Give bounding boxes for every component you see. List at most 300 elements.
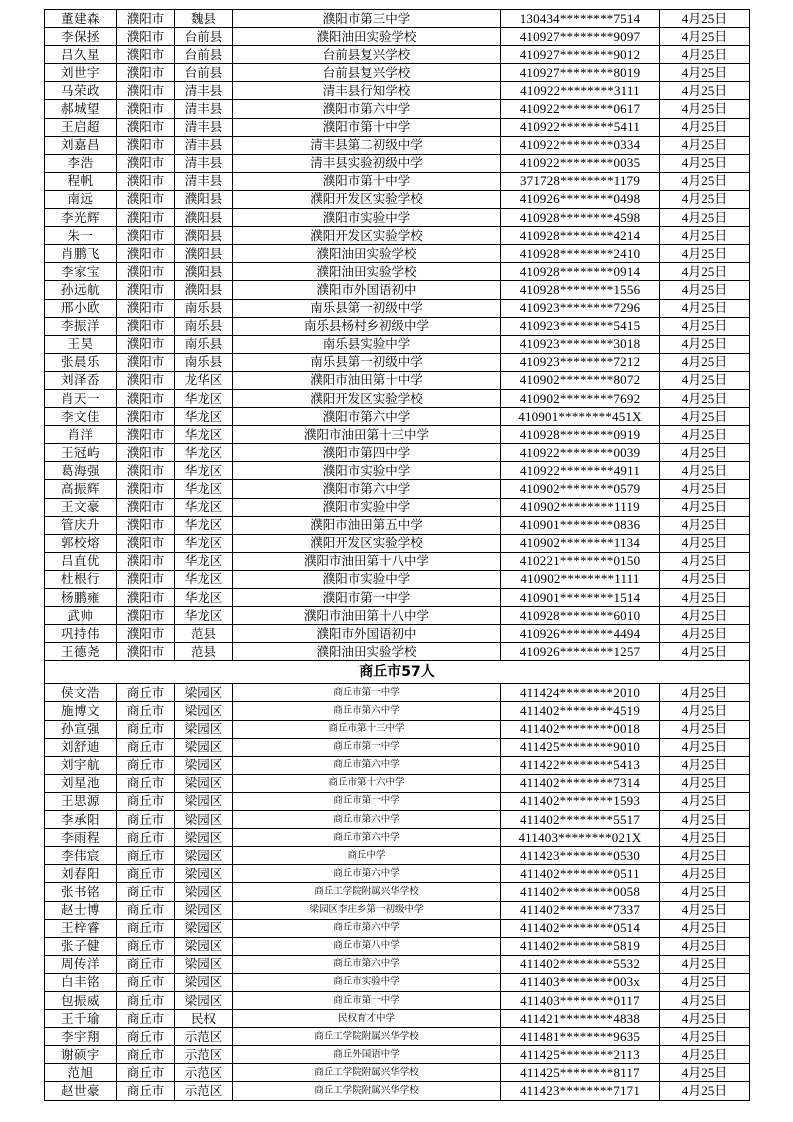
- student-name-cell: 孙宣强: [45, 720, 117, 738]
- id-number-cell: 410901********0836: [501, 516, 660, 534]
- city-cell: 濮阳市: [117, 209, 175, 227]
- student-name-cell: 刘星池: [45, 774, 117, 792]
- city-cell: 商丘市: [117, 684, 175, 702]
- date-cell: 4月25日: [660, 1082, 750, 1100]
- county-cell: 龙华区: [175, 371, 233, 389]
- school-cell: 南乐县实验中学: [233, 335, 501, 353]
- county-cell: 南乐县: [175, 353, 233, 371]
- id-number-cell: 411425********2113: [501, 1046, 660, 1064]
- county-cell: 濮阳县: [175, 209, 233, 227]
- city-cell: 濮阳市: [117, 353, 175, 371]
- table-row: [45, 263, 750, 281]
- id-number-cell: 411402********4519: [501, 702, 660, 720]
- city-cell: 商丘市: [117, 973, 175, 991]
- table-row: [45, 625, 750, 643]
- county-cell: 华龙区: [175, 480, 233, 498]
- id-number-cell: 410922********3111: [501, 82, 660, 100]
- city-cell: 濮阳市: [117, 516, 175, 534]
- table-row: [45, 756, 750, 774]
- county-cell: 华龙区: [175, 426, 233, 444]
- county-cell: 濮阳县: [175, 190, 233, 208]
- county-cell: 清丰县: [175, 172, 233, 190]
- table-row: [45, 607, 750, 625]
- date-cell: 4月25日: [660, 883, 750, 901]
- school-cell: 商丘市第六中学: [233, 919, 501, 937]
- county-cell: 示范区: [175, 1028, 233, 1046]
- student-name-cell: 刘舒迪: [45, 738, 117, 756]
- county-cell: 梁园区: [175, 937, 233, 955]
- student-name-cell: 葛海强: [45, 462, 117, 480]
- city-cell: 商丘市: [117, 865, 175, 883]
- school-cell: 濮阳油田实验学校: [233, 643, 501, 661]
- student-name-cell: 孙远航: [45, 281, 117, 299]
- county-cell: 清丰县: [175, 100, 233, 118]
- student-name-cell: 武帅: [45, 607, 117, 625]
- school-cell: 商丘市第一中学: [233, 738, 501, 756]
- school-cell: 清丰县行知学校: [233, 82, 501, 100]
- date-cell: 4月25日: [660, 100, 750, 118]
- school-cell: 濮阳市第十中学: [233, 172, 501, 190]
- county-cell: 华龙区: [175, 570, 233, 588]
- id-number-cell: 411421********4838: [501, 1010, 660, 1028]
- id-number-cell: 410928********0919: [501, 426, 660, 444]
- school-cell: 濮阳市油田第十三中学: [233, 426, 501, 444]
- table-row: [45, 100, 750, 118]
- county-cell: 清丰县: [175, 118, 233, 136]
- table-row: [45, 973, 750, 991]
- student-name-cell: 谢硕宇: [45, 1046, 117, 1064]
- student-name-cell: 刘泽岙: [45, 371, 117, 389]
- school-cell: 商丘市第六中学: [233, 865, 501, 883]
- id-number-cell: 410922********0039: [501, 444, 660, 462]
- school-cell: 濮阳市第六中学: [233, 100, 501, 118]
- date-cell: 4月25日: [660, 82, 750, 100]
- table-row: [45, 1064, 750, 1082]
- student-name-cell: 白丰铭: [45, 973, 117, 991]
- id-number-cell: 410928********6010: [501, 607, 660, 625]
- student-name-cell: 张子健: [45, 937, 117, 955]
- county-cell: 梁园区: [175, 901, 233, 919]
- id-number-cell: 130434********7514: [501, 10, 660, 28]
- date-cell: 4月25日: [660, 480, 750, 498]
- county-cell: 梁园区: [175, 738, 233, 756]
- table-row: [45, 154, 750, 172]
- school-cell: 商丘市第六中学: [233, 811, 501, 829]
- city-cell: 濮阳市: [117, 82, 175, 100]
- school-cell: 商丘工学院附属兴华学校: [233, 1028, 501, 1046]
- student-name-cell: 李振洋: [45, 317, 117, 335]
- school-cell: 濮阳市油田第五中学: [233, 516, 501, 534]
- date-cell: 4月25日: [660, 64, 750, 82]
- city-cell: 商丘市: [117, 756, 175, 774]
- id-number-cell: 411423********0530: [501, 847, 660, 865]
- school-cell: 台前县复兴学校: [233, 64, 501, 82]
- table-row: [45, 720, 750, 738]
- date-cell: 4月25日: [660, 847, 750, 865]
- school-cell: 濮阳市第三中学: [233, 10, 501, 28]
- city-cell: 濮阳市: [117, 299, 175, 317]
- table-row: [45, 792, 750, 810]
- school-cell: 濮阳市第六中学: [233, 480, 501, 498]
- school-cell: 南乐县第一初级中学: [233, 353, 501, 371]
- date-cell: 4月25日: [660, 901, 750, 919]
- student-name-cell: 马荣政: [45, 82, 117, 100]
- table-row: [45, 937, 750, 955]
- city-cell: 商丘市: [117, 1028, 175, 1046]
- school-cell: 濮阳油田实验学校: [233, 263, 501, 281]
- date-cell: 4月25日: [660, 756, 750, 774]
- city-cell: 商丘市: [117, 847, 175, 865]
- county-cell: 清丰县: [175, 136, 233, 154]
- city-cell: 濮阳市: [117, 625, 175, 643]
- id-number-cell: 411402********0514: [501, 919, 660, 937]
- id-number-cell: 411422********5413: [501, 756, 660, 774]
- id-number-cell: 371728********1179: [501, 172, 660, 190]
- city-cell: 商丘市: [117, 955, 175, 973]
- date-cell: 4月25日: [660, 462, 750, 480]
- table-row: [45, 883, 750, 901]
- date-cell: 4月25日: [660, 1010, 750, 1028]
- school-cell: 濮阳市外国语初中: [233, 281, 501, 299]
- table-row: [45, 245, 750, 263]
- school-cell: 商丘市第十六中学: [233, 774, 501, 792]
- county-cell: 华龙区: [175, 516, 233, 534]
- id-number-cell: 410922********0617: [501, 100, 660, 118]
- date-cell: 4月25日: [660, 353, 750, 371]
- school-cell: 濮阳市第六中学: [233, 408, 501, 426]
- city-cell: 濮阳市: [117, 100, 175, 118]
- city-cell: 商丘市: [117, 1082, 175, 1100]
- date-cell: 4月25日: [660, 335, 750, 353]
- county-cell: 梁园区: [175, 991, 233, 1009]
- table-row: [45, 738, 750, 756]
- student-name-cell: 王文豪: [45, 498, 117, 516]
- student-name-cell: 张晨乐: [45, 353, 117, 371]
- id-number-cell: 410902********0579: [501, 480, 660, 498]
- table-row: [45, 172, 750, 190]
- city-cell: 濮阳市: [117, 426, 175, 444]
- city-cell: 商丘市: [117, 901, 175, 919]
- table-row: [45, 335, 750, 353]
- table-row: [45, 1082, 750, 1100]
- school-cell: 清丰县第二初级中学: [233, 136, 501, 154]
- school-cell: 商丘市第六中学: [233, 829, 501, 847]
- city-cell: 濮阳市: [117, 607, 175, 625]
- student-name-cell: 高振辉: [45, 480, 117, 498]
- county-cell: 范县: [175, 625, 233, 643]
- city-cell: 濮阳市: [117, 154, 175, 172]
- table-row: [45, 901, 750, 919]
- county-cell: 南乐县: [175, 299, 233, 317]
- city-cell: 商丘市: [117, 883, 175, 901]
- city-cell: 濮阳市: [117, 281, 175, 299]
- city-cell: 濮阳市: [117, 643, 175, 661]
- school-cell: 濮阳开发区实验学校: [233, 190, 501, 208]
- id-number-cell: 410923********3018: [501, 335, 660, 353]
- student-name-cell: 侯文浩: [45, 684, 117, 702]
- school-cell: 濮阳市第四中学: [233, 444, 501, 462]
- county-cell: 台前县: [175, 28, 233, 46]
- county-cell: 濮阳县: [175, 263, 233, 281]
- city-cell: 商丘市: [117, 919, 175, 937]
- county-cell: 示范区: [175, 1082, 233, 1100]
- table-row: [45, 955, 750, 973]
- city-cell: 濮阳市: [117, 462, 175, 480]
- school-cell: 商丘工学院附属兴华学校: [233, 1064, 501, 1082]
- school-cell: 商丘工学院附属兴华学校: [233, 883, 501, 901]
- school-cell: 濮阳市外国语初中: [233, 625, 501, 643]
- date-cell: 4月25日: [660, 263, 750, 281]
- city-cell: 商丘市: [117, 937, 175, 955]
- date-cell: 4月25日: [660, 227, 750, 245]
- county-cell: 华龙区: [175, 408, 233, 426]
- id-number-cell: 410923********7212: [501, 353, 660, 371]
- county-cell: 梁园区: [175, 919, 233, 937]
- school-cell: 濮阳市实验中学: [233, 462, 501, 480]
- county-cell: 华龙区: [175, 552, 233, 570]
- table-row: [45, 516, 750, 534]
- county-cell: 清丰县: [175, 82, 233, 100]
- school-cell: 濮阳市油田第十八中学: [233, 552, 501, 570]
- id-number-cell: 411402********7314: [501, 774, 660, 792]
- date-cell: 4月25日: [660, 317, 750, 335]
- school-cell: 南乐县第一初级中学: [233, 299, 501, 317]
- city-cell: 濮阳市: [117, 389, 175, 407]
- table-row: [45, 209, 750, 227]
- table-row: [45, 10, 750, 28]
- roster-table: [44, 9, 750, 1101]
- id-number-cell: 411423********7171: [501, 1082, 660, 1100]
- student-name-cell: 李承阳: [45, 811, 117, 829]
- student-name-cell: 邢小欧: [45, 299, 117, 317]
- school-cell: 南乐县杨村乡初级中学: [233, 317, 501, 335]
- student-name-cell: 张书铭: [45, 883, 117, 901]
- school-cell: 濮阳市实验中学: [233, 209, 501, 227]
- table-row: [45, 118, 750, 136]
- county-cell: 华龙区: [175, 607, 233, 625]
- date-cell: 4月25日: [660, 991, 750, 1009]
- city-cell: 商丘市: [117, 738, 175, 756]
- county-cell: 梁园区: [175, 973, 233, 991]
- county-cell: 示范区: [175, 1064, 233, 1082]
- table-row: [45, 281, 750, 299]
- city-cell: 商丘市: [117, 774, 175, 792]
- table-row: [45, 190, 750, 208]
- student-name-cell: 董建森: [45, 10, 117, 28]
- id-number-cell: 410902********8072: [501, 371, 660, 389]
- school-cell: 台前县复兴学校: [233, 46, 501, 64]
- city-cell: 濮阳市: [117, 118, 175, 136]
- county-cell: 梁园区: [175, 684, 233, 702]
- table-row: [45, 136, 750, 154]
- student-name-cell: 李保拯: [45, 28, 117, 46]
- date-cell: 4月25日: [660, 245, 750, 263]
- student-name-cell: 王思源: [45, 792, 117, 810]
- student-name-cell: 肖洋: [45, 426, 117, 444]
- city-cell: 商丘市: [117, 702, 175, 720]
- date-cell: 4月25日: [660, 534, 750, 552]
- table-row: [45, 371, 750, 389]
- table-row: [45, 498, 750, 516]
- table-row: [45, 552, 750, 570]
- city-cell: 商丘市: [117, 829, 175, 847]
- city-cell: 濮阳市: [117, 64, 175, 82]
- county-cell: 梁园区: [175, 955, 233, 973]
- county-cell: 梁园区: [175, 792, 233, 810]
- id-number-cell: 411425********9010: [501, 738, 660, 756]
- table-row: [45, 684, 750, 702]
- city-cell: 濮阳市: [117, 498, 175, 516]
- table-row: [45, 28, 750, 46]
- school-cell: 濮阳油田实验学校: [233, 28, 501, 46]
- school-cell: 商丘中学: [233, 847, 501, 865]
- date-cell: 4月25日: [660, 738, 750, 756]
- date-cell: 4月25日: [660, 774, 750, 792]
- date-cell: 4月25日: [660, 625, 750, 643]
- county-cell: 南乐县: [175, 335, 233, 353]
- school-cell: 濮阳市实验中学: [233, 498, 501, 516]
- student-name-cell: 包振威: [45, 991, 117, 1009]
- student-name-cell: 王启超: [45, 118, 117, 136]
- school-cell: 濮阳市第十中学: [233, 118, 501, 136]
- id-number-cell: 410902********1134: [501, 534, 660, 552]
- county-cell: 清丰县: [175, 154, 233, 172]
- city-cell: 濮阳市: [117, 317, 175, 335]
- table-row: [45, 444, 750, 462]
- student-name-cell: 刘世宇: [45, 64, 117, 82]
- student-name-cell: 杨鹏雍: [45, 589, 117, 607]
- county-cell: 梁园区: [175, 702, 233, 720]
- table-row: [45, 865, 750, 883]
- student-name-cell: 李文佳: [45, 408, 117, 426]
- date-cell: 4月25日: [660, 498, 750, 516]
- date-cell: 4月25日: [660, 1028, 750, 1046]
- school-cell: 商丘市第六中学: [233, 756, 501, 774]
- id-number-cell: 410922********5411: [501, 118, 660, 136]
- table-row: [45, 829, 750, 847]
- date-cell: 4月25日: [660, 516, 750, 534]
- id-number-cell: 410923********7296: [501, 299, 660, 317]
- school-cell: 濮阳市油田第十中学: [233, 371, 501, 389]
- student-name-cell: 刘宇航: [45, 756, 117, 774]
- id-number-cell: 410923********5415: [501, 317, 660, 335]
- date-cell: 4月25日: [660, 10, 750, 28]
- school-cell: 商丘市第一中学: [233, 684, 501, 702]
- school-cell: 濮阳市第一中学: [233, 589, 501, 607]
- school-cell: 商丘市实验中学: [233, 973, 501, 991]
- date-cell: 4月25日: [660, 444, 750, 462]
- city-cell: 濮阳市: [117, 552, 175, 570]
- id-number-cell: 411402********0511: [501, 865, 660, 883]
- student-name-cell: 李宇翔: [45, 1028, 117, 1046]
- student-name-cell: 程帆: [45, 172, 117, 190]
- table-row: [45, 299, 750, 317]
- school-cell: 梁园区李庄乡第一初级中学: [233, 901, 501, 919]
- date-cell: 4月25日: [660, 937, 750, 955]
- student-name-cell: 刘嘉昌: [45, 136, 117, 154]
- city-cell: 商丘市: [117, 792, 175, 810]
- id-number-cell: 411402********5532: [501, 955, 660, 973]
- student-name-cell: 吕直优: [45, 552, 117, 570]
- school-cell: 商丘市第八中学: [233, 937, 501, 955]
- school-cell: 商丘市第一中学: [233, 991, 501, 1009]
- id-number-cell: 410926********0498: [501, 190, 660, 208]
- date-cell: 4月25日: [660, 702, 750, 720]
- id-number-cell: 411402********1593: [501, 792, 660, 810]
- date-cell: 4月25日: [660, 371, 750, 389]
- table-row: [45, 702, 750, 720]
- table-row: [45, 64, 750, 82]
- table-row: [45, 227, 750, 245]
- date-cell: 4月25日: [660, 209, 750, 227]
- city-cell: 濮阳市: [117, 136, 175, 154]
- date-cell: 4月25日: [660, 1046, 750, 1064]
- student-name-cell: 朱一: [45, 227, 117, 245]
- table-row: [45, 589, 750, 607]
- date-cell: 4月25日: [660, 28, 750, 46]
- id-number-cell: 410928********4214: [501, 227, 660, 245]
- school-cell: 濮阳油田实验学校: [233, 245, 501, 263]
- county-cell: 南乐县: [175, 317, 233, 335]
- school-cell: 商丘市第六中学: [233, 702, 501, 720]
- student-name-cell: 杜根行: [45, 570, 117, 588]
- date-cell: 4月25日: [660, 190, 750, 208]
- city-cell: 濮阳市: [117, 444, 175, 462]
- date-cell: 4月25日: [660, 46, 750, 64]
- date-cell: 4月25日: [660, 720, 750, 738]
- date-cell: 4月25日: [660, 607, 750, 625]
- city-cell: 濮阳市: [117, 534, 175, 552]
- county-cell: 华龙区: [175, 444, 233, 462]
- student-name-cell: 赵世豪: [45, 1082, 117, 1100]
- table-row: [45, 774, 750, 792]
- city-cell: 商丘市: [117, 1064, 175, 1082]
- city-cell: 商丘市: [117, 720, 175, 738]
- table-row: [45, 1028, 750, 1046]
- county-cell: 魏县: [175, 10, 233, 28]
- id-number-cell: 410221********0150: [501, 552, 660, 570]
- student-name-cell: 王梓睿: [45, 919, 117, 937]
- date-cell: 4月25日: [660, 955, 750, 973]
- student-name-cell: 王昊: [45, 335, 117, 353]
- student-name-cell: 郝城望: [45, 100, 117, 118]
- county-cell: 梁园区: [175, 829, 233, 847]
- table-row: [45, 1010, 750, 1028]
- student-name-cell: 李伟宸: [45, 847, 117, 865]
- section-header-row: [45, 661, 750, 684]
- id-number-cell: 411402********0058: [501, 883, 660, 901]
- school-cell: 濮阳市油田第十八中学: [233, 607, 501, 625]
- id-number-cell: 410926********1257: [501, 643, 660, 661]
- table-row: [45, 317, 750, 335]
- school-cell: 商丘市第十三中学: [233, 720, 501, 738]
- date-cell: 4月25日: [660, 1064, 750, 1082]
- city-cell: 商丘市: [117, 991, 175, 1009]
- county-cell: 濮阳县: [175, 281, 233, 299]
- city-cell: 濮阳市: [117, 245, 175, 263]
- student-name-cell: 范旭: [45, 1064, 117, 1082]
- id-number-cell: 411402********5819: [501, 937, 660, 955]
- date-cell: 4月25日: [660, 281, 750, 299]
- city-cell: 濮阳市: [117, 46, 175, 64]
- school-cell: 商丘市第一中学: [233, 792, 501, 810]
- table-row: [45, 991, 750, 1009]
- county-cell: 梁园区: [175, 720, 233, 738]
- city-cell: 商丘市: [117, 1010, 175, 1028]
- student-name-cell: 李浩: [45, 154, 117, 172]
- id-number-cell: 411402********5517: [501, 811, 660, 829]
- school-cell: 濮阳开发区实验学校: [233, 534, 501, 552]
